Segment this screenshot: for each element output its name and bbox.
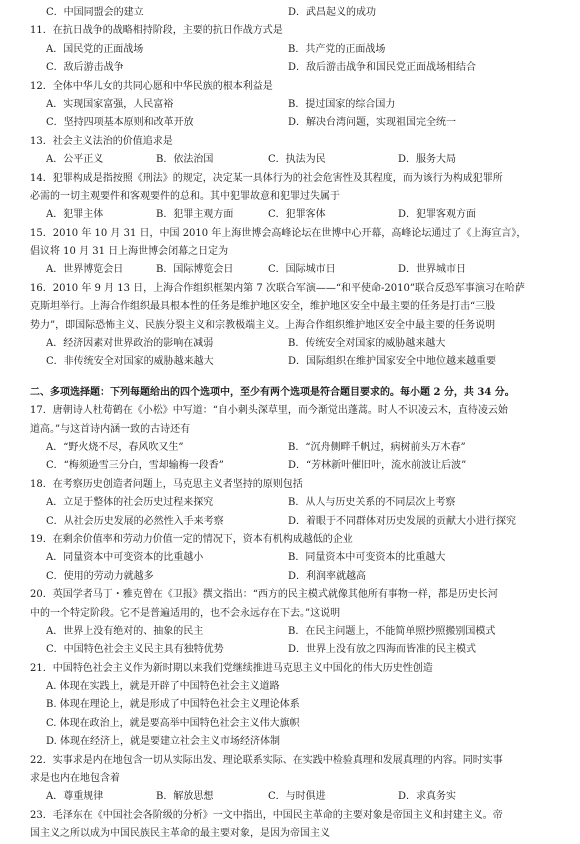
stem-text: 道高。”与这首诗内涵一致的古诗还有 bbox=[30, 423, 191, 435]
answer-options-row bbox=[30, 353, 570, 371]
answer-option: C．犯罪客体 bbox=[268, 209, 326, 221]
stem-text: 23．毛泽东在《中国社会各阶级的分析》一文中指出，中国民主革命的主要对象是帝国主义和封建主义。帝 bbox=[30, 809, 503, 821]
answer-option: D．犯罪客观方面 bbox=[398, 209, 477, 221]
stem-text: 中的一个特定阶段。它不是普遍适用的，也不会永远存在下去。”这说明 bbox=[30, 607, 341, 619]
answer-options-row bbox=[30, 41, 570, 59]
answer-option: C．从社会历史发展的必然性入手来考察 bbox=[46, 515, 224, 527]
answer-option: B．同量资本中可变资本的比重越大 bbox=[288, 552, 446, 564]
question-stem-line bbox=[30, 243, 570, 261]
answer-option-line bbox=[30, 678, 570, 696]
question-stem-line bbox=[30, 298, 570, 316]
answer-option: A．经济因素对世界政治的影响在减弱 bbox=[46, 338, 214, 350]
question-stem-line bbox=[30, 133, 570, 151]
stem-text: 18．在考察历史创造者问题上，马克思主义者坚持的原则包括 bbox=[30, 478, 303, 490]
answer-option: B．解放思想 bbox=[156, 791, 214, 803]
answer-option: A．世界博览会日 bbox=[46, 264, 124, 276]
answer-options-row bbox=[30, 335, 570, 353]
stem-text: 11．在抗日战争的战略相持阶段，主要的抗日作战方式是 bbox=[30, 25, 283, 37]
stem-text: 国主义之所以成为中国民族民主革命的最主要对象，是因为帝国主义 bbox=[30, 828, 330, 840]
question-stem-line bbox=[30, 660, 570, 678]
question-stem-line bbox=[30, 770, 570, 788]
answer-option: A．世界上没有绝对的、抽象的民主 bbox=[46, 625, 204, 637]
answer-option: C．非传统安全对国家的威胁越来越大 bbox=[46, 356, 214, 368]
question-stem-line bbox=[30, 807, 570, 825]
stem-text: 倡议将 10 月 31 日上海世博会闭幕之日定为 bbox=[30, 246, 229, 258]
answer-options-row bbox=[30, 641, 570, 659]
answer-option: A．国民党的正面战场 bbox=[46, 43, 144, 55]
question-stem-line bbox=[30, 170, 570, 188]
answer-option: D．着眼于不同群体对历史发展的贡献大小进行探究 bbox=[288, 515, 517, 527]
question-stem-line bbox=[30, 317, 570, 335]
stem-text: 15．2010 年 10 月 31 日，中国 2010 年上海世博会高峰论坛在世博中心开幕，高峰论坛通过了《上海宣言》， bbox=[30, 227, 527, 239]
answer-option-line bbox=[30, 696, 570, 714]
section-heading-text: 二、多项选择题：下列每题给出的四个选项中，至少有两个选项是符合题目要求的。每小题 2 分，共 34 分。 bbox=[30, 386, 515, 398]
answer-option: D．武昌起义的成功 bbox=[288, 7, 377, 18]
section-heading bbox=[30, 384, 570, 402]
question-stem-line bbox=[30, 402, 570, 420]
stem-text: 17．唐朝诗人杜荀鹤在《小松》中写道：“自小刺头深草里，而今渐觉出蓬蒿。时人不识凌云木，直待凌云始 bbox=[30, 405, 508, 417]
answer-option: C．执法为民 bbox=[268, 154, 326, 166]
stem-text: 16．2010 年 9 月 13 日，上海合作组织框架内第 7 次联合军演——“和平使命-2010”联合反恐军事演习在哈萨 bbox=[30, 282, 525, 294]
question-stem-line bbox=[30, 280, 570, 298]
answer-option-line bbox=[30, 733, 570, 751]
answer-option: A．同量资本中可变资本的比重越小 bbox=[46, 552, 204, 564]
answer-option: C．敌后游击战争 bbox=[46, 62, 124, 74]
stem-text: 20．英国学者马丁・雅克曾在《卫报》撰文指出：“西方的民主模式就像其他所有事物一样，都是历史长河 bbox=[30, 589, 498, 601]
answer-option: D．服务大局 bbox=[398, 154, 457, 166]
stem-text: 21．中国特色社会主义作为新时期以来我们党继续推进马克思主义中国化的伟大历史性创造 bbox=[30, 662, 433, 674]
answer-option: B．犯罪主观方面 bbox=[156, 209, 234, 221]
stem-text: 19．在剩余价值率和劳动力价值一定的情况下，资本有机构成越低的企业 bbox=[30, 533, 353, 545]
answer-options-row bbox=[30, 549, 570, 567]
stem-text: 22．实事求是内在地包含一切从实际出发、理论联系实际、在实践中检验真理和发展真理的内容。同时实事 bbox=[30, 754, 503, 766]
answer-option: B．国际博览会日 bbox=[156, 264, 234, 276]
answer-option: B．从人与历史关系的不同层次上考察 bbox=[288, 497, 456, 509]
answer-options-row bbox=[30, 623, 570, 641]
answer-option: C．坚持四项基本原则和改革开放 bbox=[46, 117, 194, 129]
answer-option: D. 体现在经济上，就是要建立社会主义市场经济体制 bbox=[46, 736, 281, 748]
answer-option: B．提过国家的综合国力 bbox=[288, 98, 396, 110]
answer-options-row bbox=[30, 494, 570, 512]
answer-option: B．传统安全对国家的威胁越来越大 bbox=[288, 338, 446, 350]
answer-options-row bbox=[30, 513, 570, 531]
answer-option: C．国际城市日 bbox=[268, 264, 336, 276]
answer-option: A．犯罪主体 bbox=[46, 209, 104, 221]
answer-options-row bbox=[30, 96, 570, 114]
answer-option: B. 体现在理论上，就是形成了中国特色社会主义理论体系 bbox=[46, 699, 300, 711]
answer-option: A．实现国家富强，人民富裕 bbox=[46, 98, 174, 110]
question-stem-line bbox=[30, 531, 570, 549]
question-stem-line bbox=[30, 188, 570, 206]
answer-option: B．依法治国 bbox=[156, 154, 214, 166]
answer-option: B．“沉舟侧畔千帆过，病树前头万木春” bbox=[288, 441, 466, 453]
answer-options-row bbox=[30, 114, 570, 132]
stem-text: 12．全体中华儿女的共同心愿和中华民族的根本利益是 bbox=[30, 80, 273, 92]
stem-text: 势力”，即国际恐怖主义、民族分裂主义和宗教极端主义。上海合作组织维护地区安全中最主要的任务说明 bbox=[30, 319, 496, 331]
answer-option: C．与时俱进 bbox=[268, 791, 326, 803]
answer-option: C. 体现在政治上，就是要高举中国特色社会主义伟大旗帜 bbox=[46, 717, 300, 729]
answer-option: A．立足于整体的社会历史过程来探究 bbox=[46, 497, 214, 509]
stem-text: 克斯坦举行。上海合作组织最具根本性的任务是维护地区安全，维护地区安全中最主要的任务是打击“三股 bbox=[30, 301, 496, 313]
answer-option: A. 体现在实践上，就是开辟了中国特色社会主义道路 bbox=[46, 681, 280, 693]
answer-option: D．解决台湾问题，实现祖国完全统一 bbox=[288, 117, 457, 129]
stem-text: 求是也内在地包含着 bbox=[30, 773, 120, 785]
question-stem-line bbox=[30, 605, 570, 623]
stem-text: 必需的一切主观要件和客观要件的总和。其中犯罪故意和犯罪过失属于 bbox=[30, 190, 340, 202]
answer-option: B．共产党的正面战场 bbox=[288, 43, 386, 55]
question-stem-line bbox=[30, 225, 570, 243]
answer-option: C．中国同盟会的建立 bbox=[46, 7, 144, 18]
answer-option: C．使用的劳动力就越多 bbox=[46, 570, 154, 582]
answer-options-row bbox=[30, 261, 570, 279]
answer-options-row bbox=[30, 4, 570, 22]
question-stem-line bbox=[30, 586, 570, 604]
answer-option: D．世界城市日 bbox=[398, 264, 467, 276]
answer-options-row bbox=[30, 206, 570, 224]
answer-option: D．利润率就越高 bbox=[288, 570, 367, 582]
answer-option: A．尊重规律 bbox=[46, 791, 104, 803]
answer-option: D．求真务实 bbox=[398, 791, 457, 803]
answer-options-row bbox=[30, 59, 570, 77]
answer-option: A．公平正义 bbox=[46, 154, 104, 166]
answer-option-line bbox=[30, 715, 570, 733]
question-stem-line bbox=[30, 421, 570, 439]
answer-option: D．世界上没有放之四海而皆准的民主模式 bbox=[288, 644, 477, 656]
answer-option: D．“芳林新叶催旧叶，流水前波让后波” bbox=[288, 460, 467, 472]
question-stem-line bbox=[30, 476, 570, 494]
answer-option: B．在民主问题上，不能简单照抄照搬别国模式 bbox=[288, 625, 496, 637]
spacer bbox=[30, 372, 570, 378]
answer-options-row bbox=[30, 151, 570, 169]
answer-options-row bbox=[30, 439, 570, 457]
answer-option: C．“梅须逊雪三分白，雪却输梅一段香” bbox=[46, 460, 224, 472]
answer-option: D．国际组织在维护国家安全中地位越来越重要 bbox=[288, 356, 497, 368]
answer-options-row bbox=[30, 457, 570, 475]
stem-text: 14．犯罪构成是指按照《刑法》的规定，决定某一具体行为的社会危害性及其程度，而为该行为构成犯罪所 bbox=[30, 172, 503, 184]
question-stem-line bbox=[30, 78, 570, 96]
answer-option: A．“野火烧不尽，春风吹又生” bbox=[46, 441, 184, 453]
stem-text: 13．社会主义法治的价值追求是 bbox=[30, 135, 173, 147]
answer-options-row bbox=[30, 568, 570, 586]
answer-option: C．中国特色社会主义民主具有独特优势 bbox=[46, 644, 224, 656]
question-stem-line bbox=[30, 752, 570, 770]
question-stem-line bbox=[30, 22, 570, 40]
answer-options-row bbox=[30, 788, 570, 806]
answer-option: D．敌后游击战争和国民党正面战场相结合 bbox=[288, 62, 477, 74]
